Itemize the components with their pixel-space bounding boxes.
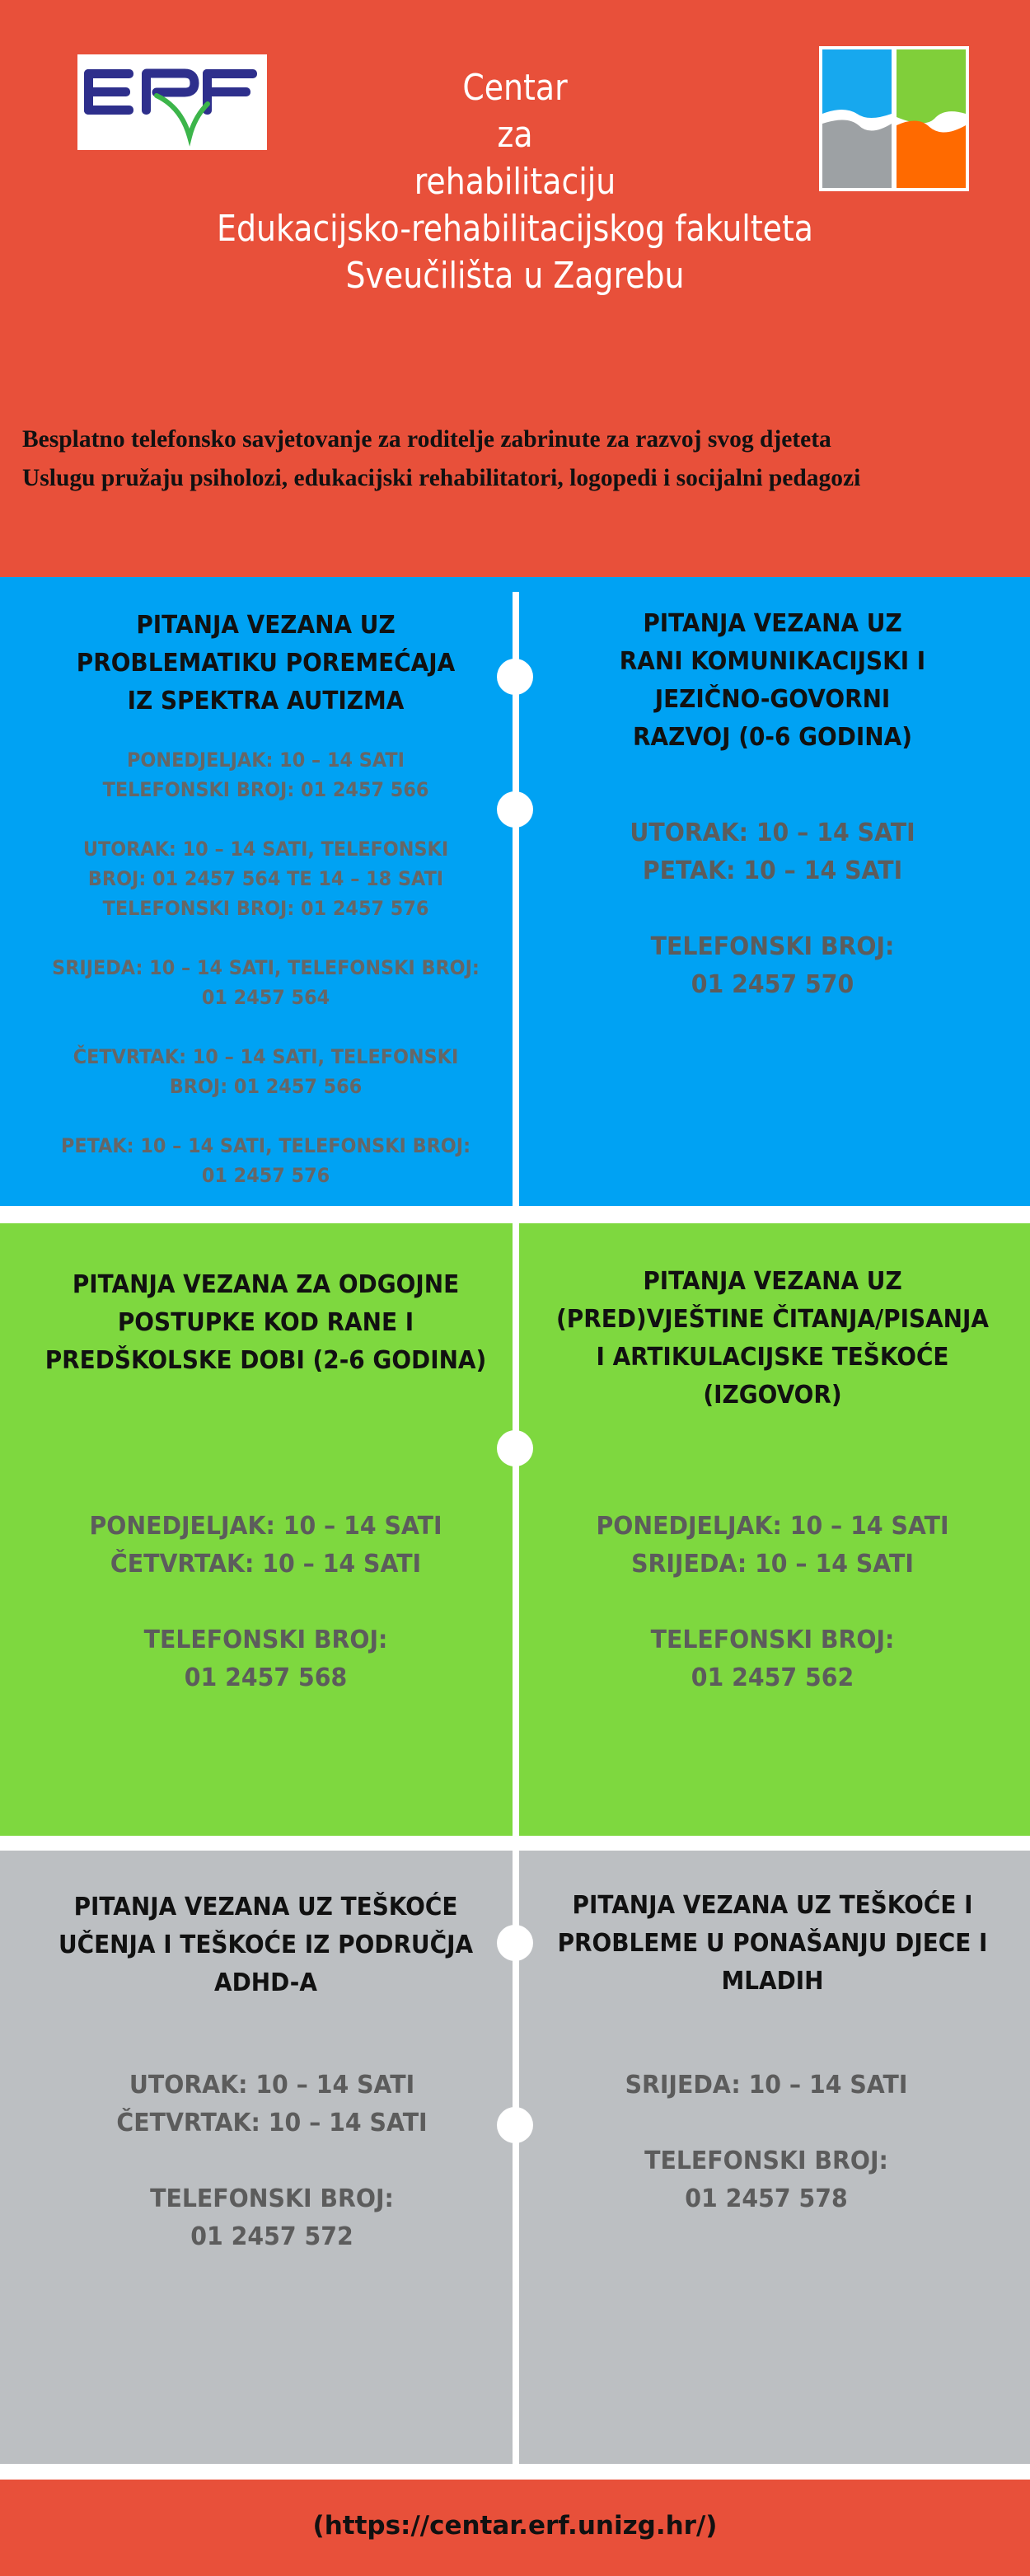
footer-banner bbox=[0, 2480, 1030, 2576]
learning-info-text bbox=[58, 2067, 487, 2256]
autism-schedule bbox=[33, 745, 499, 1190]
schedule-line: ČETVRTAK: 10 – 14 SATI, TELEFONSKI bbox=[73, 1045, 459, 1068]
schedule-line: TELEFONSKI BROJ: 01 2457 576 bbox=[102, 897, 429, 920]
parenting-info bbox=[33, 1508, 499, 1697]
phone-label: TELEFONSKI BROJ: bbox=[650, 1626, 895, 1654]
parenting-info-text bbox=[49, 1508, 482, 1697]
schedule-line: 01 2457 564 bbox=[201, 986, 330, 1009]
schedule-line: 01 2457 576 bbox=[201, 1164, 330, 1187]
autism-block bbox=[33, 607, 499, 720]
heading-line: PITANJA VEZANA UZ bbox=[643, 609, 902, 638]
timeline-dot bbox=[497, 791, 533, 828]
heading-line: ADHD-A bbox=[214, 1968, 317, 1997]
heading-line: PROBLEME U PONAŠANJU DJECE I bbox=[557, 1929, 988, 1958]
heading-line: MLADIH bbox=[721, 1967, 824, 1996]
timeline-dot bbox=[497, 1430, 533, 1466]
subtitle-line: Uslugu pružaju psiholozi, edukacijski rehabilitatori, logopedi i socijalni pedagozi bbox=[22, 465, 861, 491]
phone-label: TELEFONSKI BROJ: bbox=[650, 932, 895, 961]
learning-heading bbox=[41, 1889, 489, 2002]
schedule-line: PETAK: 10 – 14 SATI bbox=[642, 856, 903, 885]
subtitle-line: Besplatno telefonsko savjetovanje za roditelje zabrinute za razvoj svog djeteta bbox=[22, 426, 831, 453]
timeline-dot bbox=[497, 2107, 533, 2143]
learning-info bbox=[41, 2067, 503, 2256]
phone-number: 01 2457 568 bbox=[184, 1663, 348, 1692]
service-description bbox=[22, 420, 1019, 498]
autism-heading bbox=[49, 607, 482, 720]
reading-heading bbox=[548, 1263, 996, 1415]
communication-block bbox=[536, 605, 1009, 757]
heading-line: IZ SPEKTRA AUTIZMA bbox=[127, 687, 405, 716]
heading-line: I ARTIKULACIJSKE TEŠKOĆE bbox=[596, 1343, 949, 1372]
timeline-line bbox=[513, 592, 519, 2465]
phone-number: 01 2457 578 bbox=[685, 2184, 848, 2213]
communication-info bbox=[536, 814, 1009, 1004]
schedule-line: SRIJEDA: 10 – 14 SATI bbox=[631, 1550, 914, 1579]
behaviour-info bbox=[536, 2067, 997, 2218]
centar-petal-logo bbox=[819, 46, 969, 191]
phone-number: 01 2457 572 bbox=[190, 2222, 353, 2251]
behaviour-heading bbox=[548, 1887, 996, 2001]
behaviour-block bbox=[531, 1887, 1014, 2001]
communication-info-text bbox=[552, 814, 993, 1004]
heading-line: PITANJA VEZANA UZ bbox=[136, 611, 396, 640]
heading-line: PREDŠKOLSKE DOBI (2-6 GODINA) bbox=[44, 1346, 487, 1375]
behaviour-info-text bbox=[552, 2067, 981, 2218]
schedule-line: SRIJEDA: 10 – 14 SATI, TELEFONSKI BROJ: bbox=[52, 956, 480, 979]
phone-number: 01 2457 570 bbox=[691, 970, 854, 999]
heading-line: PITANJA VEZANA UZ TEŠKOĆE bbox=[73, 1893, 458, 1921]
phone-number: 01 2457 562 bbox=[691, 1663, 854, 1692]
communication-heading bbox=[552, 605, 993, 757]
heading-line: UČENJA I TEŠKOĆE IZ PODRUČJA bbox=[58, 1931, 474, 1959]
schedule-line: PONEDJELJAK: 10 – 14 SATI bbox=[127, 748, 405, 772]
website-link[interactable]: (https://centar.erf.unizg.hr/) bbox=[312, 2511, 718, 2541]
schedule-line: PETAK: 10 – 14 SATI, TELEFONSKI BROJ: bbox=[60, 1134, 471, 1157]
schedule-line: PONEDJELJAK: 10 – 14 SATI bbox=[89, 1512, 442, 1541]
phone-label: TELEFONSKI BROJ: bbox=[644, 2147, 888, 2175]
heading-line: RANI KOMUNIKACIJSKI I bbox=[619, 647, 926, 676]
schedule-line: TELEFONSKI BROJ: 01 2457 566 bbox=[102, 778, 429, 801]
reading-info bbox=[536, 1508, 1009, 1697]
parenting-heading bbox=[41, 1266, 489, 1380]
schedule-line: SRIJEDA: 10 – 14 SATI bbox=[625, 2071, 908, 2100]
title-line: za bbox=[497, 114, 533, 156]
reading-info-text bbox=[552, 1508, 993, 1697]
schedule-line: UTORAK: 10 – 14 SATI bbox=[630, 819, 915, 847]
learning-block bbox=[25, 1889, 507, 2002]
heading-line: PITANJA VEZANA ZA ODGOJNE bbox=[72, 1270, 460, 1299]
autism-schedule-text bbox=[49, 745, 482, 1190]
title-line: Edukacijsko-rehabilitacijskog fakulteta bbox=[217, 208, 813, 250]
timeline-dot bbox=[497, 659, 533, 695]
schedule-line: BROJ: 01 2457 566 bbox=[169, 1075, 363, 1098]
schedule-line: BROJ: 01 2457 564 TE 14 – 18 SATI bbox=[87, 867, 444, 890]
heading-line: PITANJA VEZANA UZ TEŠKOĆE I bbox=[572, 1891, 973, 1920]
schedule-line: ČETVRTAK: 10 – 14 SATI bbox=[116, 2109, 428, 2137]
heading-line: PITANJA VEZANA UZ bbox=[643, 1267, 902, 1296]
heading-line: RAZVOJ (0-6 GODINA) bbox=[633, 723, 912, 752]
heading-line: POSTUPKE KOD RANE I bbox=[117, 1308, 414, 1337]
reading-block bbox=[531, 1263, 1014, 1415]
schedule-line: UTORAK: 10 – 14 SATI bbox=[129, 2071, 415, 2100]
title-line: Centar bbox=[462, 67, 568, 109]
parenting-block bbox=[25, 1266, 507, 1380]
page-title bbox=[185, 64, 845, 299]
heading-line: PROBLEMATIKU POREMEĆAJA bbox=[76, 649, 456, 678]
phone-label: TELEFONSKI BROJ: bbox=[143, 1626, 388, 1654]
heading-line: JEZIČNO-GOVORNI bbox=[654, 685, 891, 714]
title-line: Sveučilišta u Zagrebu bbox=[345, 255, 685, 297]
heading-line: (PRED)VJEŠTINE ČITANJA/PISANJA bbox=[556, 1305, 989, 1334]
schedule-line: UTORAK: 10 – 14 SATI, TELEFONSKI bbox=[82, 838, 449, 861]
timeline-dot bbox=[497, 1925, 533, 1961]
heading-line: (IZGOVOR) bbox=[703, 1381, 842, 1410]
schedule-line: ČETVRTAK: 10 – 14 SATI bbox=[110, 1550, 422, 1579]
schedule-line: PONEDJELJAK: 10 – 14 SATI bbox=[596, 1512, 949, 1541]
title-line: rehabilitaciju bbox=[414, 161, 616, 203]
phone-label: TELEFONSKI BROJ: bbox=[150, 2184, 394, 2213]
header-banner bbox=[0, 0, 1030, 577]
